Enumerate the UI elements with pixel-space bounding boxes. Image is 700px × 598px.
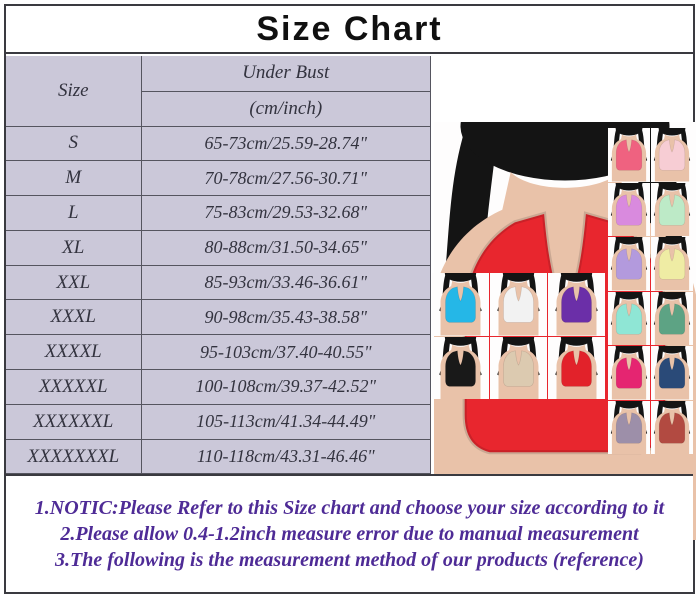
bra-photo-icon xyxy=(651,346,693,400)
bra-photo-icon xyxy=(651,292,693,346)
underbust-range-cell: 95-103cm/37.40-40.55" xyxy=(141,335,431,370)
table-row xyxy=(6,126,431,161)
table-row xyxy=(6,370,431,405)
bra-tile-red xyxy=(548,337,605,400)
size-cell: M xyxy=(6,161,141,196)
bra-photo-icon xyxy=(608,237,650,291)
table-row xyxy=(6,196,431,231)
bra-tile-lavender xyxy=(608,237,650,291)
underbust-range-cell: 90-98cm/35.43-38.58" xyxy=(141,300,431,335)
size-table-body xyxy=(6,56,431,474)
size-column-header: Size xyxy=(6,56,141,126)
bra-photo-icon xyxy=(548,273,605,336)
underbust-range-cell: 85-93cm/33.46-36.61" xyxy=(141,265,431,300)
note-line-3: 3.The following is the measurement method of our products (reference) xyxy=(55,549,644,571)
bra-photo-icon xyxy=(490,337,547,400)
title-bar xyxy=(6,6,693,54)
bra-photo-icon xyxy=(548,337,605,400)
bra-tile-dark-purple xyxy=(548,273,605,336)
bra-tile-watermelon-pink xyxy=(608,128,650,182)
table-row xyxy=(6,404,431,439)
bra-tile-white xyxy=(490,273,547,336)
size-cell: L xyxy=(6,196,141,231)
underbust-range-cell: 80-88cm/31.50-34.65" xyxy=(141,230,431,265)
bra-tile-navy-blue xyxy=(651,346,693,400)
bra-tile-aqua xyxy=(608,292,650,346)
bra-photo-icon xyxy=(651,401,693,455)
bra-photo-icon xyxy=(608,346,650,400)
underbust-range-cell: 100-108cm/39.37-42.52" xyxy=(141,370,431,405)
size-cell: XXL xyxy=(6,265,141,300)
table-row xyxy=(6,439,431,474)
bra-photo-icon xyxy=(651,128,693,182)
size-cell: XL xyxy=(6,230,141,265)
bra-tile-sky-blue xyxy=(432,273,489,336)
bra-tile-beige xyxy=(490,337,547,400)
underbust-header: Under Bust xyxy=(141,56,431,91)
bra-photo-icon xyxy=(608,401,650,455)
size-chart-image xyxy=(4,4,695,594)
bra-tile-mint-green xyxy=(651,183,693,237)
bra-photo-icon xyxy=(432,337,489,400)
page-title: Size Chart xyxy=(256,9,443,48)
size-cell: XXXXL xyxy=(6,335,141,370)
bra-tile-mauve-gray xyxy=(608,401,650,455)
size-cell: XXXL xyxy=(6,300,141,335)
product-photo-collage xyxy=(431,56,693,474)
bra-tile-light-pink xyxy=(651,128,693,182)
content xyxy=(6,56,693,474)
size-cell: XXXXXXL xyxy=(6,404,141,439)
bra-photo-icon xyxy=(490,273,547,336)
underbust-range-cell: 75-83cm/29.53-32.68" xyxy=(141,196,431,231)
underbust-range-cell: 105-113cm/41.34-44.49" xyxy=(141,404,431,439)
bra-photo-icon xyxy=(651,183,693,237)
bra-tile-pale-yellow xyxy=(651,237,693,291)
bra-photo-icon xyxy=(651,237,693,291)
table-row xyxy=(6,300,431,335)
color-variant-grid xyxy=(432,273,605,399)
table-row xyxy=(6,265,431,300)
note-line-1: 1.NOTIC:Please Refer to this Size chart and choose your size according to it xyxy=(34,497,665,519)
bra-photo-icon xyxy=(608,292,650,346)
color-variant-strip xyxy=(608,128,693,454)
bra-tile-orchid-pink xyxy=(608,183,650,237)
table-row xyxy=(6,230,431,265)
note-line-2: 2.Please allow 0.4-1.2inch measure error due to manual measurement xyxy=(60,523,639,545)
notes-box xyxy=(6,474,693,592)
bra-tile-sea-green xyxy=(651,292,693,346)
bra-tile-black xyxy=(432,337,489,400)
table-row xyxy=(6,335,431,370)
underbust-unit-header: (cm/inch) xyxy=(141,91,431,126)
size-cell: S xyxy=(6,126,141,161)
table-row xyxy=(6,161,431,196)
bra-photo-icon xyxy=(608,183,650,237)
bra-photo-icon xyxy=(608,128,650,182)
bra-photo-icon xyxy=(432,273,489,336)
size-cell: XXXXXL xyxy=(6,370,141,405)
bra-tile-magenta xyxy=(608,346,650,400)
table-header-row-1 xyxy=(6,56,431,91)
size-cell: XXXXXXXL xyxy=(6,439,141,474)
underbust-range-cell: 70-78cm/27.56-30.71" xyxy=(141,161,431,196)
size-table xyxy=(6,56,431,474)
underbust-range-cell: 65-73cm/25.59-28.74" xyxy=(141,126,431,161)
bra-tile-brick-red xyxy=(651,401,693,455)
underbust-range-cell: 110-118cm/43.31-46.46" xyxy=(141,439,431,474)
